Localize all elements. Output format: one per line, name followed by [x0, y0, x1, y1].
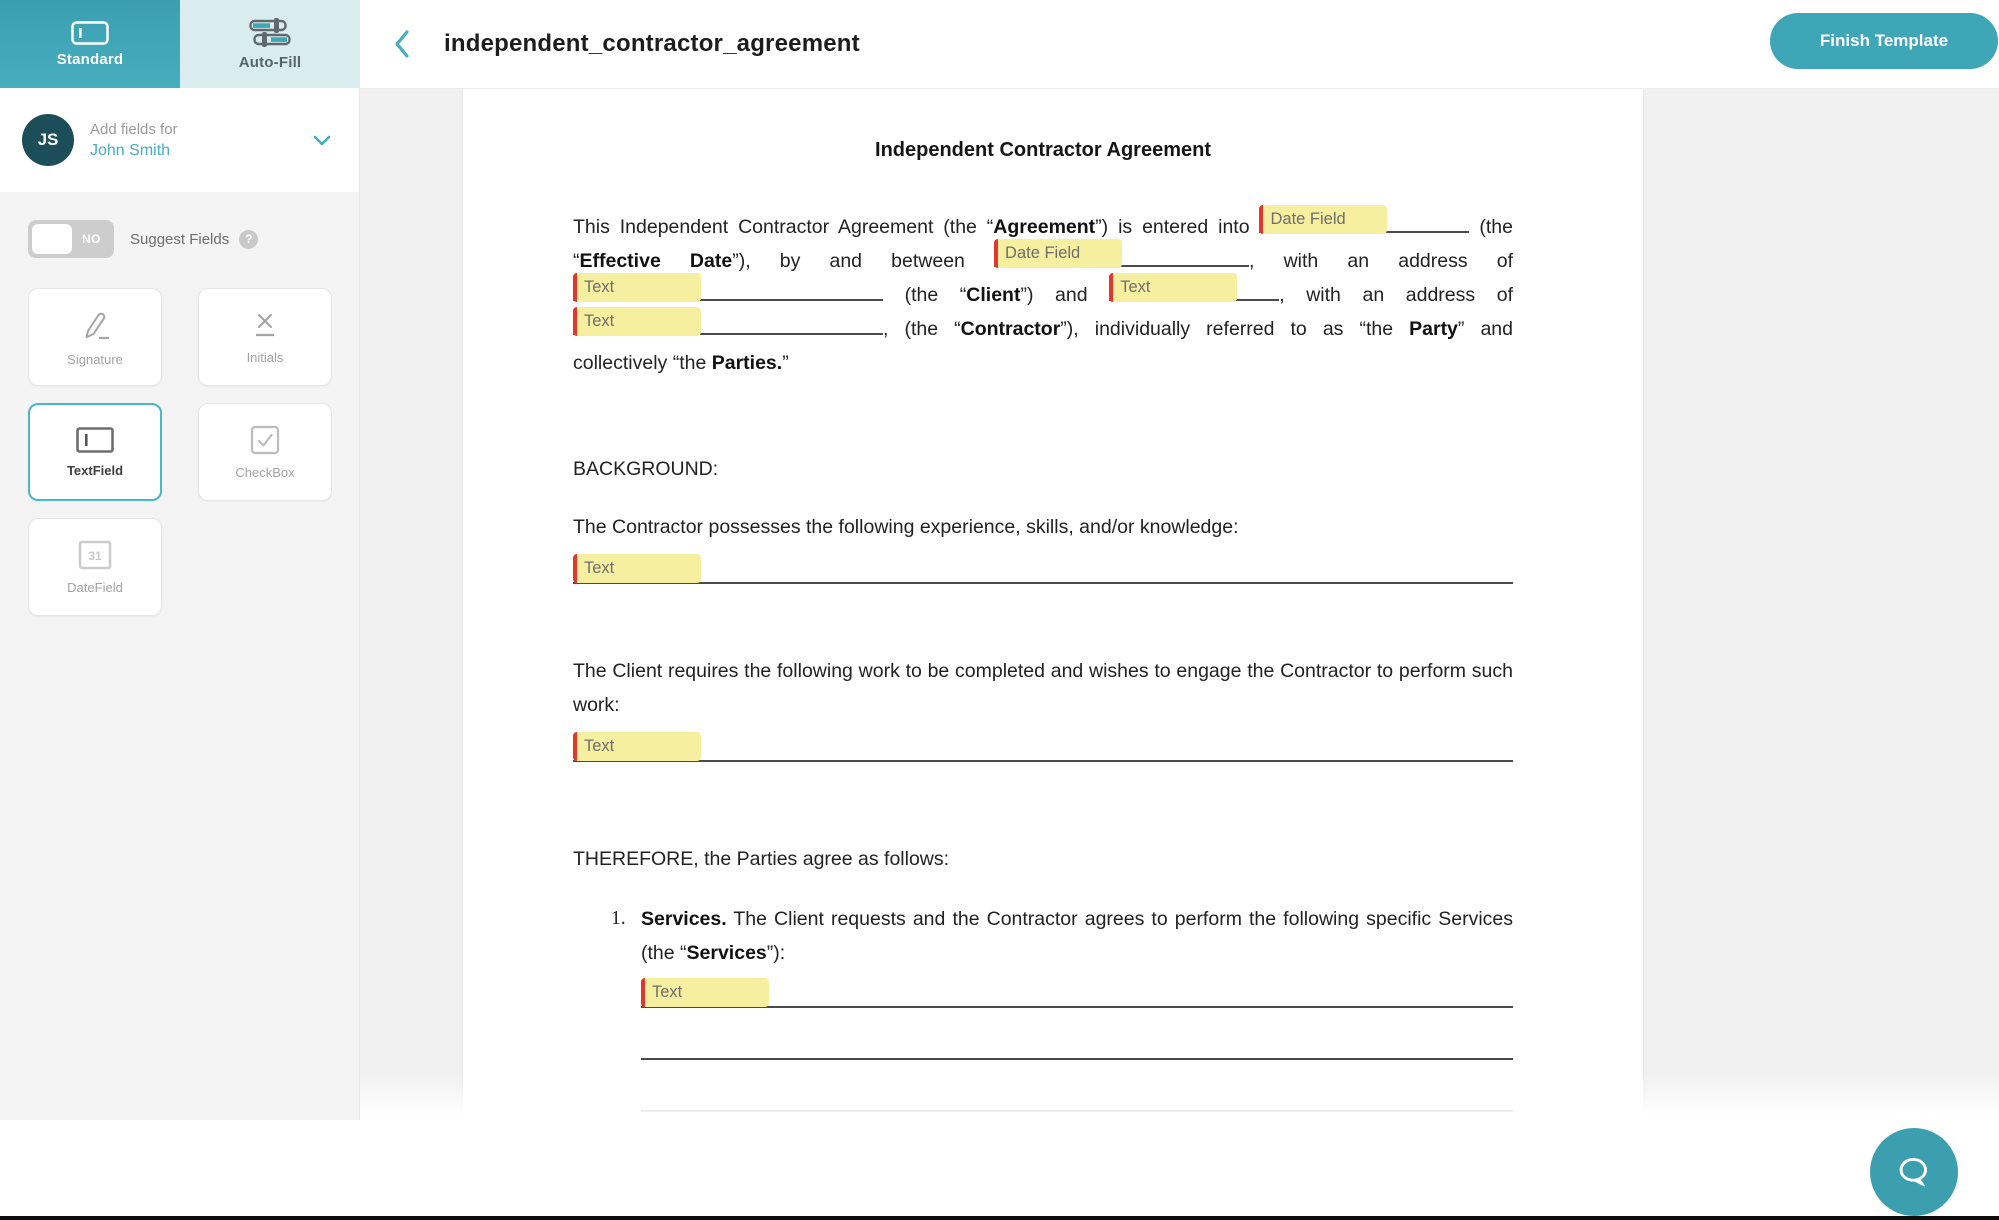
- client-work-text: The Client requires the following work to be completed and wishes to engage the Contractor to perform such work:: [573, 660, 1513, 716]
- chat-button[interactable]: [1870, 1128, 1958, 1216]
- services-field-line: [641, 976, 1513, 1008]
- avatar: JS: [22, 114, 74, 166]
- intro-paragraph: This Independent Contractor Agreement (the “Agreement”) is entered into Date Field (the “Effective Date”), by and between Date Field , with an address of Text (the “Client”) and Text , with an address of Text , (the “Contractor”), individually referred to as “the Party” and collectively “the Parties.”: [573, 210, 1513, 380]
- date-field-blank[interactable]: [1259, 212, 1469, 234]
- suggest-fields-toggle[interactable]: [28, 220, 114, 258]
- sliders-icon: [249, 17, 291, 48]
- field-tool-signature[interactable]: [28, 288, 162, 386]
- field-tool-datefield[interactable]: [28, 518, 162, 616]
- date-field-pill[interactable]: Date Field: [1259, 205, 1387, 234]
- services-list-item: [573, 902, 1513, 1112]
- chat-bubble-icon: [1891, 1149, 1937, 1195]
- list-number: 1.: [611, 908, 626, 929]
- blank-line: [641, 1028, 1513, 1060]
- tab-autofill-label: Auto-Fill: [238, 54, 302, 71]
- field-tool-label: Initials: [246, 349, 284, 365]
- assignee-name: John Smith: [90, 141, 171, 159]
- tab-standard-label: Standard: [56, 50, 124, 68]
- field-tool-initials[interactable]: [198, 288, 332, 386]
- toggle-state-label: NO: [82, 232, 101, 246]
- chevron-down-icon[interactable]: [313, 135, 331, 146]
- text-field-pill[interactable]: Text: [573, 732, 701, 761]
- background-heading: BACKGROUND:: [573, 458, 719, 480]
- text-field-pill[interactable]: Text: [573, 307, 701, 336]
- assignee-text: [90, 120, 313, 161]
- field-tools-grid: [28, 288, 331, 616]
- date-field-pill[interactable]: Date Field: [994, 239, 1122, 268]
- document-viewport: [360, 88, 1999, 1120]
- field-tool-label: DateField: [67, 579, 123, 595]
- text-field-blank[interactable]: [1109, 280, 1279, 302]
- text-field-pill[interactable]: Text: [573, 554, 701, 583]
- field-tool-label: Signature: [67, 351, 123, 367]
- services-text: Services. The Client requests and the Contractor agrees to perform the following specific Services (the “Services”):: [641, 908, 1513, 964]
- therefore-text: THEREFORE, the Parties agree as follows:: [573, 848, 950, 870]
- field-tool-label: TextField: [66, 462, 124, 478]
- background-text: The Contractor possesses the following experience, skills, and/or knowledge:: [573, 516, 1239, 538]
- text-field-blank[interactable]: [573, 280, 883, 302]
- text-field-pill[interactable]: Text: [573, 273, 701, 302]
- page-title: independent_contractor_agreement: [444, 30, 860, 57]
- field-tool-textfield[interactable]: [28, 403, 162, 501]
- list-item-body: [641, 902, 1513, 1112]
- tab-standard[interactable]: [0, 0, 180, 88]
- calendar-31-icon: [78, 540, 112, 570]
- fields-panel: [0, 192, 359, 1120]
- text-field-pill[interactable]: Text: [1109, 273, 1237, 302]
- text-field-blank[interactable]: [573, 314, 883, 336]
- field-tool-checkbox[interactable]: [198, 403, 332, 501]
- back-button[interactable]: [392, 28, 412, 60]
- toggle-knob: [32, 224, 72, 254]
- finish-template-button[interactable]: Finish Template: [1770, 13, 1998, 69]
- initials-icon: [250, 310, 280, 340]
- tab-autofill[interactable]: [180, 0, 360, 88]
- window-bottom-edge: [0, 1216, 1999, 1220]
- top-bar: [360, 0, 1999, 89]
- suggest-fields-row: [28, 220, 331, 258]
- text-field-pill[interactable]: Text: [641, 978, 769, 1007]
- document-page: [463, 88, 1643, 1120]
- svg-text:31: 31: [88, 548, 102, 563]
- blank-line: [641, 1080, 1513, 1112]
- document-heading: Independent Contractor Agreement: [875, 139, 1211, 161]
- suggest-fields-label: Suggest Fields: [130, 230, 230, 248]
- work-field-line: [573, 730, 1513, 762]
- sidebar-tabs: [0, 0, 360, 88]
- checkbox-icon: [250, 425, 280, 455]
- signature-pen-icon: [78, 308, 112, 342]
- background-field-line: [573, 552, 1513, 584]
- help-icon[interactable]: ?: [239, 230, 258, 249]
- text-field-icon: [71, 21, 109, 45]
- date-field-blank[interactable]: [994, 246, 1249, 268]
- add-fields-for-label: Add fields for: [90, 120, 178, 138]
- assignee-selector[interactable]: [0, 88, 359, 192]
- field-tool-label: CheckBox: [235, 464, 295, 480]
- back-chevron-icon: [392, 28, 412, 60]
- text-field-icon: [76, 427, 114, 453]
- sidebar: [0, 88, 360, 1120]
